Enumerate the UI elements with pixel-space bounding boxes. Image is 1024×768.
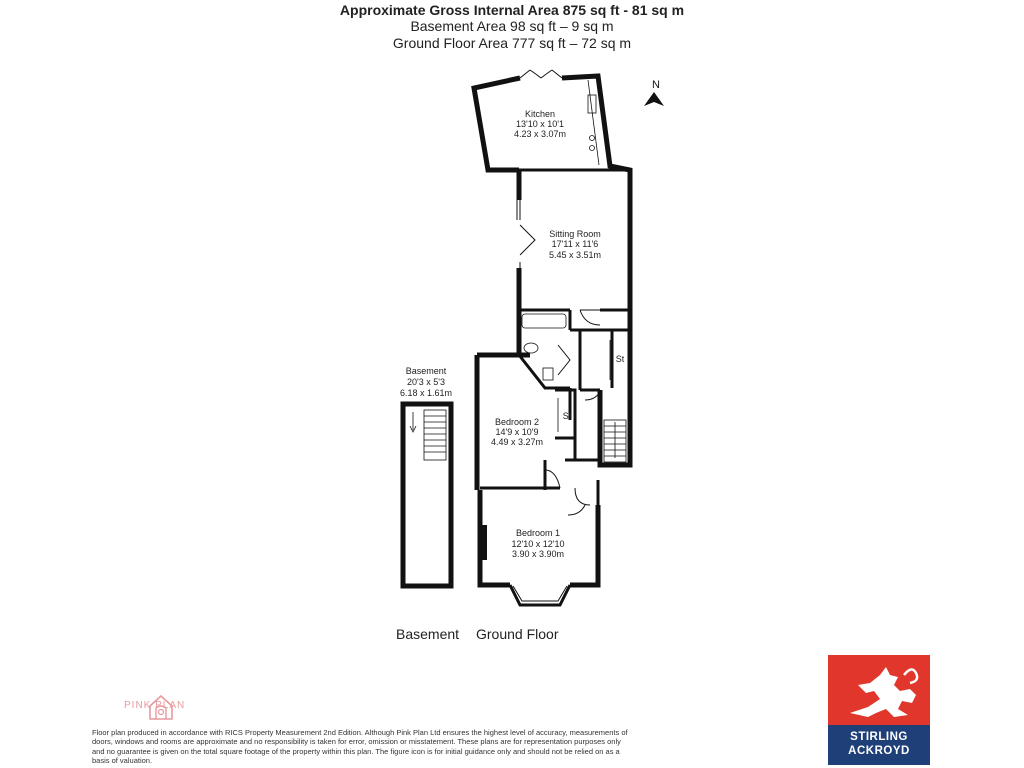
bedroom-1-label	[512, 528, 565, 559]
sitting-room-imperial: 17'11 x 11'6	[551, 239, 599, 249]
brand-name-line2: ACKROYD	[848, 745, 910, 757]
basement-area: Basement Area 98 sq ft – 9 sq m	[410, 18, 614, 34]
kitchen-units	[588, 80, 599, 165]
basement-label	[396, 366, 456, 398]
basement-walls	[403, 404, 451, 586]
bedroom-2-imperial: 14'9 x 10'9	[495, 427, 539, 437]
bay-window	[510, 585, 570, 605]
north-compass-icon	[644, 92, 664, 106]
store-label-hall: St	[615, 354, 625, 364]
kitchen-name: Kitchen	[524, 109, 556, 119]
basement-imperial: 20'3 x 5'3	[407, 377, 445, 387]
bedroom-2-name: Bedroom 2	[494, 417, 540, 427]
pink-plan-logo-text: PINK PLAN	[124, 700, 186, 711]
disclaimer-text: Floor plan produced in accordance with RICS Property Measurement 2nd Edition. Although Pink Plan Ltd ensures the highest level of accuracy, measurements of doors, windows and rooms are approximate and no responsibility is taken for error, omission or misstatement. These plans are for representation purposes only and no guarantee is given on the total square footage of the property within this plan. The figure icon is for initial guidance only and should not be relied on as a basis of valuation.	[92, 728, 628, 766]
store-label-bedroom: St	[562, 411, 572, 421]
fireplace	[480, 525, 487, 560]
windows	[480, 78, 595, 520]
kitchen-label	[514, 109, 566, 139]
bedroom-1-imperial: 12'10 x 12'10	[511, 539, 565, 549]
sitting-room-name: Sitting Room	[549, 229, 601, 239]
ground-floor-label: Ground Floor	[476, 626, 559, 642]
basement-metric: 6.18 x 1.61m	[399, 388, 453, 398]
basement-name: Basement	[405, 366, 447, 376]
bedroom-2-label	[491, 417, 543, 447]
compass-label: N	[652, 79, 660, 91]
sitting-room-label	[549, 229, 601, 260]
brand-name-line1: STIRLING	[850, 731, 908, 743]
bedroom-2-metric: 4.49 x 3.27m	[490, 437, 544, 447]
area-title: Approximate Gross Internal Area 875 sq ft - 81 sq m	[339, 2, 685, 18]
griffin-icon	[828, 655, 930, 725]
basement-floor-label: Basement	[396, 626, 460, 642]
kitchen-metric: 4.23 x 3.07m	[513, 129, 567, 139]
bedroom-1-name: Bedroom 1	[515, 528, 561, 538]
interior-walls	[477, 170, 630, 505]
ground-floor-area: Ground Floor Area 777 sq ft – 72 sq m	[392, 35, 632, 51]
bedroom-1-metric: 3.90 x 3.90m	[511, 549, 565, 559]
basement-stairs	[410, 410, 446, 460]
brand-band	[828, 725, 930, 765]
ground-stairs	[604, 420, 626, 462]
sitting-room-metric: 5.45 x 3.51m	[548, 250, 602, 260]
stirling-ackroyd-logo	[828, 655, 930, 765]
kitchen-imperial: 13'10 x 10'1	[516, 119, 564, 129]
